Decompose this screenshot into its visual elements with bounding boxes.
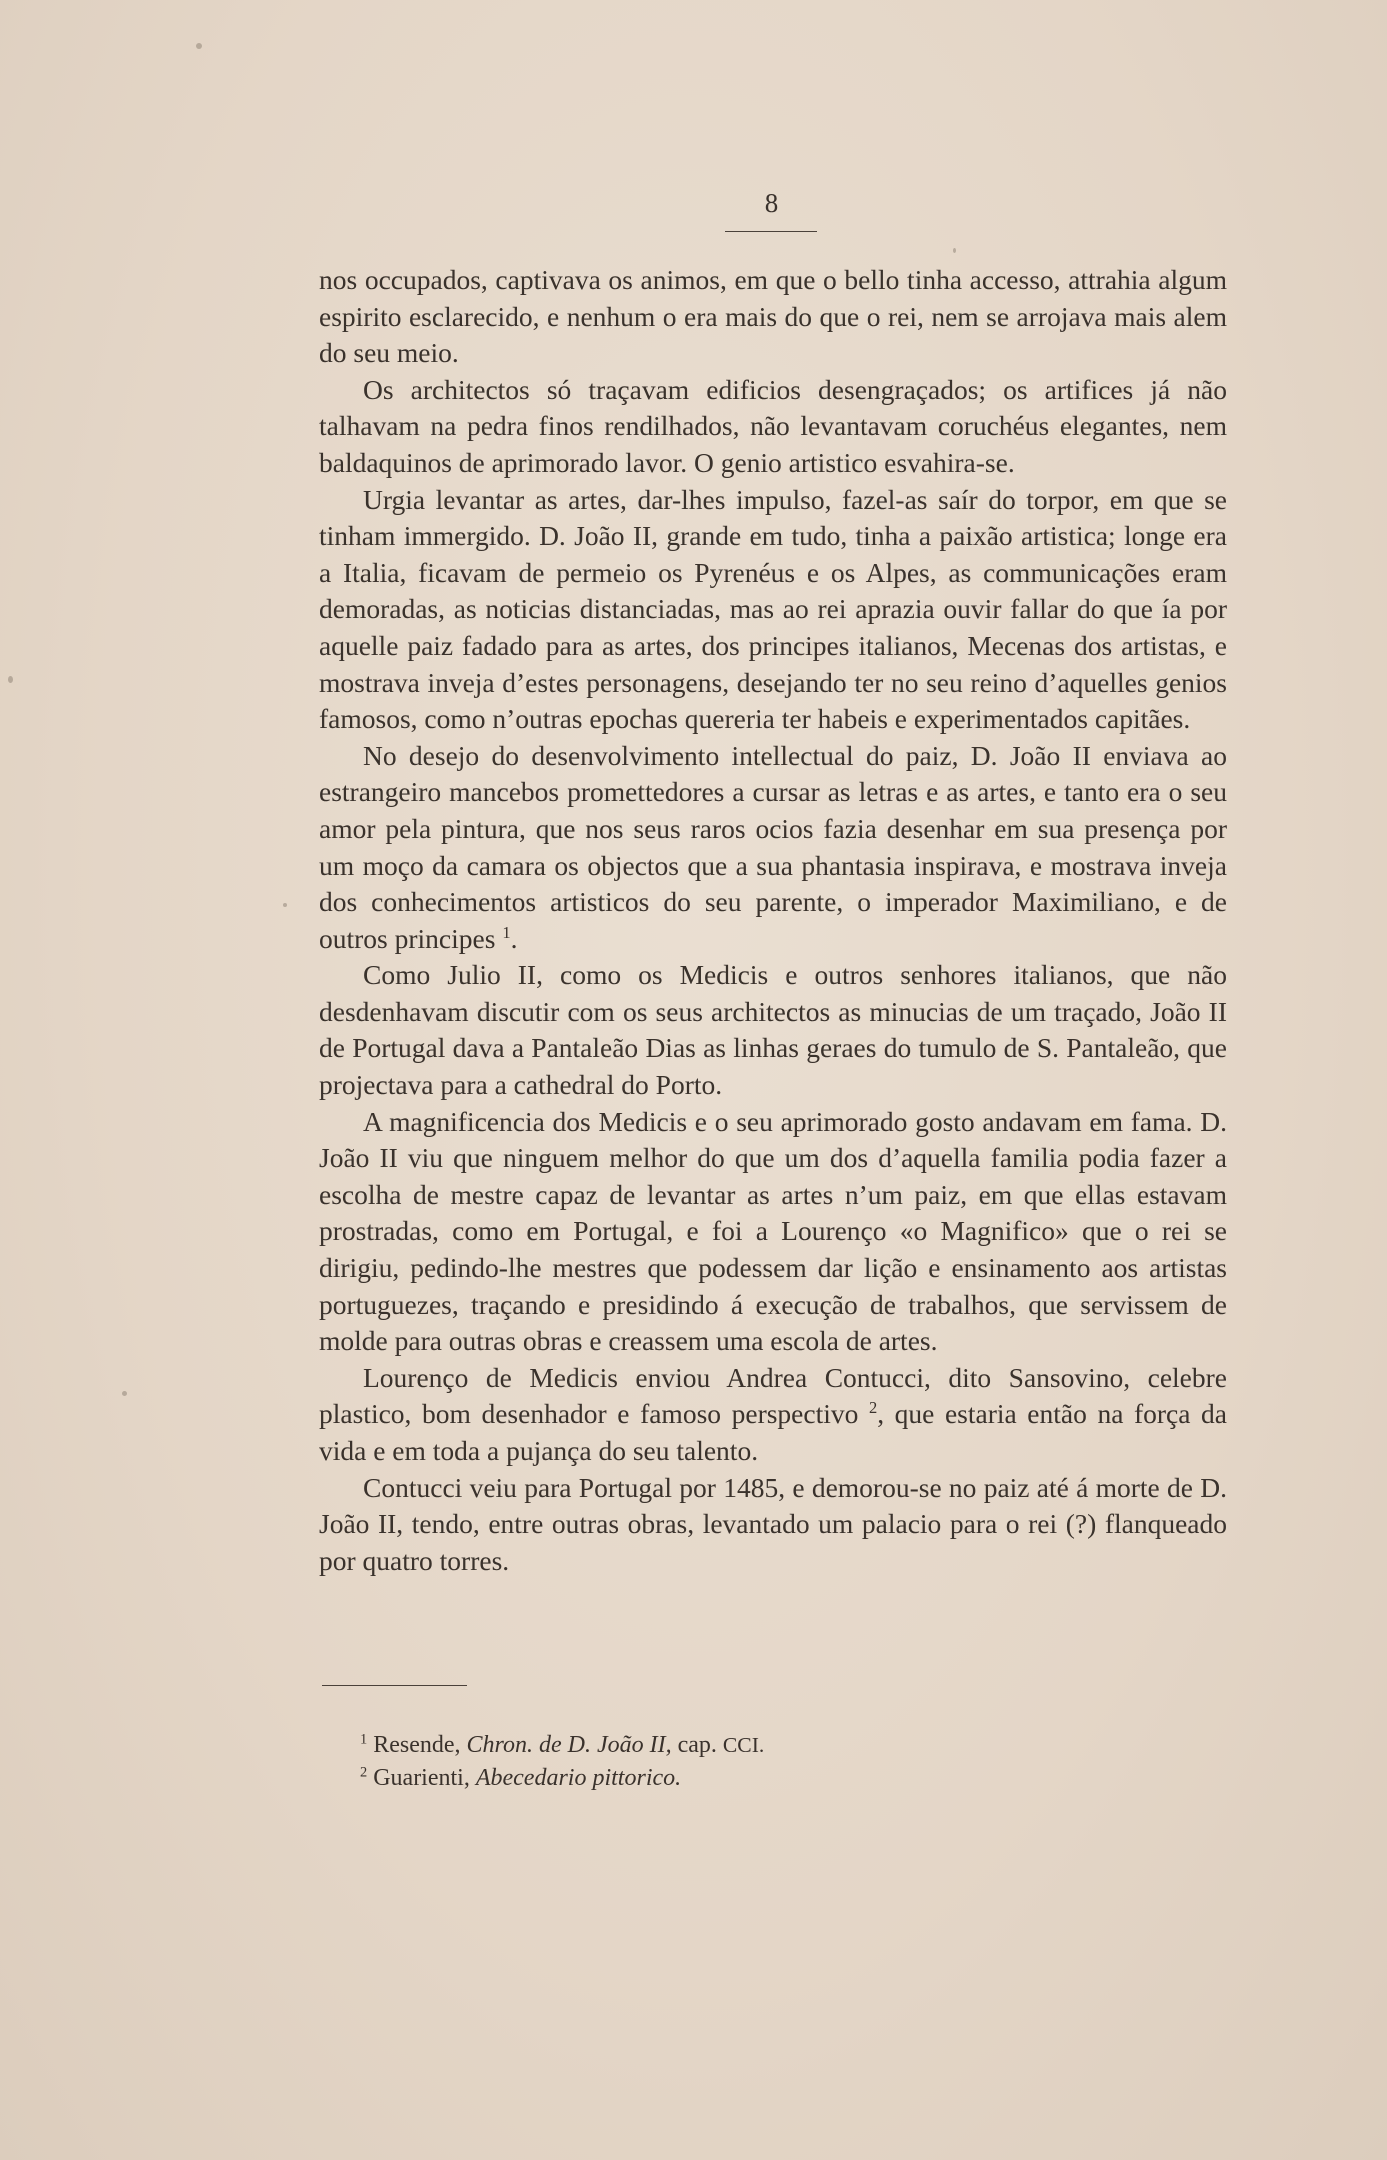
paragraph-text: nos occupados, captivava os animos, em que o bello tinha accesso, attrahia algum espirito esclarecido, e nenhum o era mais do que o rei, nem se arrojava mais alem do seu meio. xyxy=(319,264,1227,369)
footnote-ref: 2 xyxy=(868,1398,878,1418)
footnotes xyxy=(360,1729,1060,1795)
paragraph-text: Contucci veiu para Portugal por 1485, e demorou-se no paiz até á morte de D. João II, tendo, entre outras obras, levantado um palacio para o rei (?) flanqueado por quatro torres. xyxy=(319,1471,1227,1576)
footnote-ref: 1 xyxy=(502,922,511,942)
paragraph xyxy=(319,957,1227,1103)
footnote-mark: 2 xyxy=(360,1764,368,1781)
paragraph-text-tail: . xyxy=(510,922,518,954)
footnote-title: Abecedario pittorico. xyxy=(475,1765,682,1791)
footnote-author: Guarienti, xyxy=(373,1765,470,1791)
paper-speck xyxy=(283,903,287,907)
paragraph xyxy=(319,738,1227,958)
paragraph-text: Como Julio II, como os Medicis e outros senhores italianos, que não desdenhavam discutir com os seus architectos as minucias de um traçado, João II de Portugal dava a Pantaleão Dias as linhas geraes do tumulo de S. Pantaleão, que projectava para a cathedral do Porto. xyxy=(319,959,1227,1101)
paper-speck xyxy=(8,676,13,683)
footnote-rest: cap. xyxy=(677,1732,717,1758)
footnote-ref-chapter: CCI. xyxy=(722,1733,765,1757)
paper-speck xyxy=(122,1391,127,1396)
paragraph xyxy=(319,482,1227,738)
footnote-rule xyxy=(322,1685,467,1686)
paragraph-text: A magnificencia dos Medicis e o seu aprimorado gosto andavam em fama. D. João II viu que ninguem melhor do que um dos d’aquella familia podia fazer a escolha de mestre capaz de levantar as artes n’um paiz, em que ellas estavam prostradas, como em Portugal, e foi a Lourenço «o Magnifico» que o rei se dirigiu, pedindo-lhe mestres que podessem dar lição e ensinamento aos artistas portuguezes, traçando e presidindo á execução de trabalhos, que servissem de molde para outras obras e creassem uma escola de artes. xyxy=(319,1105,1227,1357)
page-number-rule xyxy=(725,231,817,232)
paragraph xyxy=(319,262,1227,372)
paper-speck xyxy=(953,248,956,253)
paragraph-text: No desejo do desenvolvimento intellectual do paiz, D. João II enviava ao estrangeiro mancebos promettedores a cursar as letras e as artes, e tanto era o seu amor pela pintura, que nos seus raros ocios fazia desenhar em sua presença por um moço da camara os objectos que a sua phantasia inspirava, e mostrava inveja dos conhecimentos artisticos do seu parente, o imperador Maximiliano, e de outros principes xyxy=(319,739,1227,954)
footnote-title: Chron. de D. João II, xyxy=(466,1732,672,1758)
footnote-author: Resende, xyxy=(373,1732,461,1758)
paragraph-text-tail: , que estaria então na força da vida e em toda a pujança do seu talento. xyxy=(319,1398,1228,1466)
footnote-mark: 1 xyxy=(360,1731,368,1748)
footnote xyxy=(360,1762,1060,1795)
paragraph xyxy=(319,372,1227,482)
paragraph-text: Os architectos só traçavam edificios desengraçados; os artifices já não talhavam na pedra finos rendilhados, não levantavam coruchéus elegantes, nem baldaquinos de aprimorado lavor. O genio artistico esvahira-se. xyxy=(319,373,1227,478)
paper-speck xyxy=(196,43,202,49)
page-number: 8 xyxy=(764,188,780,218)
paragraph-text: Urgia levantar as artes, dar-lhes impulso, fazel-as saír do torpor, em que se tinham immergido. D. João II, grande em tudo, tinha a paixão artistica; longe era a Italia, ficavam de permeio os Pyrenéus e os Alpes, as communicações eram demoradas, as noticias distanciadas, mas ao rei aprazia ouvir fallar do que ía por aquelle paiz fadado para as artes, dos principes italianos, Mecenas dos artistas, e mostrava inveja d’estes personagens, desejando ter no seu reino d’aquelles genios famosos, como n’outras epochas quereria ter habeis e experimentados capitães. xyxy=(319,483,1227,735)
footnote xyxy=(360,1729,1060,1762)
paragraph xyxy=(319,1470,1227,1580)
paragraph xyxy=(319,1360,1227,1470)
paragraph xyxy=(319,1104,1227,1360)
paragraph-text: Lourenço de Medicis enviou Andrea Contucci, dito Sansovino, celebre plastico, bom desenhador e famoso perspectivo xyxy=(319,1361,1227,1430)
body-text xyxy=(319,262,1227,1579)
